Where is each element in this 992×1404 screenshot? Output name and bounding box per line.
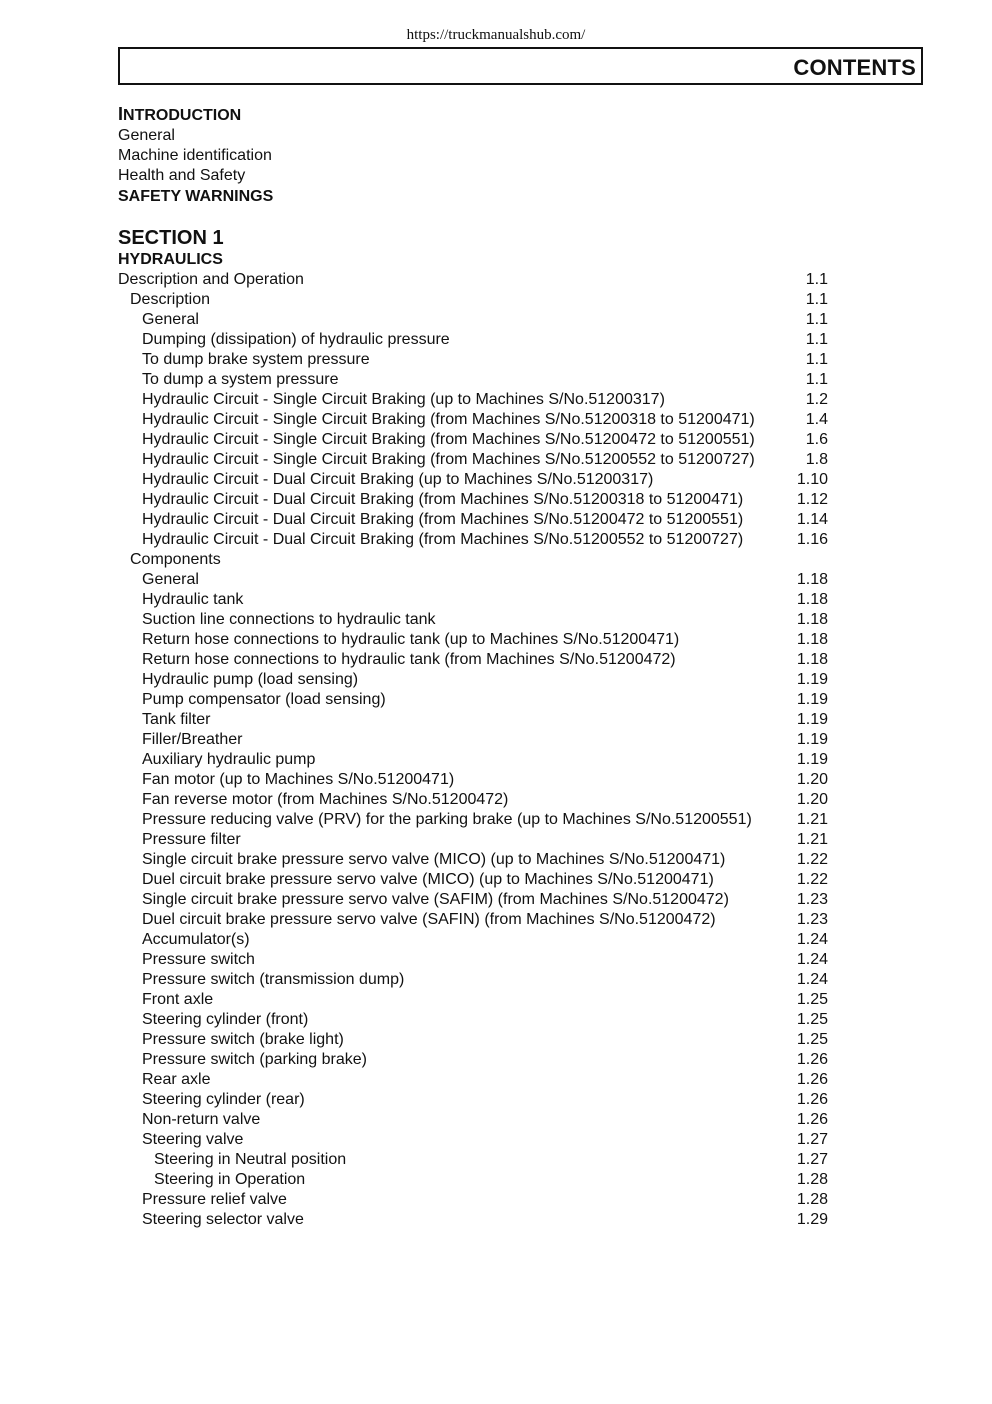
section-subtitle: HYDRAULICS — [118, 251, 223, 268]
toc-entry[interactable] — [118, 390, 828, 410]
toc-entry[interactable] — [118, 830, 828, 850]
toc-entry[interactable] — [118, 1010, 828, 1030]
toc-entry-page: 1.18 — [796, 591, 828, 608]
toc-entry-title: Pressure switch (brake light) — [142, 1031, 344, 1048]
toc-entry[interactable] — [118, 550, 828, 570]
toc-entry-title: Pump compensator (load sensing) — [142, 691, 386, 708]
toc-entry-page: 1.20 — [796, 791, 828, 808]
toc-entry-title: Rear axle — [142, 1071, 211, 1088]
toc-entry-title: Pressure filter — [142, 831, 241, 848]
toc-entry-page: 1.1 — [805, 311, 828, 328]
toc-entry-page: 1.19 — [796, 751, 828, 768]
toc-entry-page: 1.26 — [796, 1091, 828, 1108]
toc-entry[interactable] — [118, 1210, 828, 1230]
toc-entry[interactable] — [118, 770, 828, 790]
toc-entry[interactable] — [118, 270, 828, 290]
toc-entry-title: Auxiliary hydraulic pump — [142, 751, 316, 768]
toc-item-label: Machine identification — [118, 147, 272, 164]
toc-entry[interactable] — [118, 290, 828, 310]
toc-entry-page: 1.22 — [796, 851, 828, 868]
toc-entry-title: Fan motor (up to Machines S/No.51200471) — [142, 771, 455, 788]
toc-entry-page: 1.21 — [796, 811, 828, 828]
toc-entry[interactable] — [118, 730, 828, 750]
toc-entry-title: Hydraulic tank — [142, 591, 244, 608]
toc-entry-title: Components — [130, 551, 221, 568]
toc-entry-page: 1.24 — [796, 951, 828, 968]
toc-entry-page: 1.29 — [796, 1211, 828, 1228]
toc-entry-title: Return hose connections to hydraulic tank (up to Machines S/No.51200471) — [142, 631, 680, 648]
toc-entry[interactable] — [118, 1030, 828, 1050]
toc-entry-title: Pressure switch (transmission dump) — [142, 971, 405, 988]
toc-entry[interactable] — [118, 1190, 828, 1210]
toc-entry-title: Steering cylinder (front) — [142, 1011, 309, 1028]
toc-entry-page: 1.18 — [796, 651, 828, 668]
contents-title: CONTENTS — [793, 55, 916, 80]
toc-entry[interactable] — [118, 910, 828, 930]
toc-entry-title: Pressure relief valve — [142, 1191, 287, 1208]
toc-item-label: General — [118, 127, 175, 144]
toc-entry-title: Hydraulic Circuit - Dual Circuit Braking (from Machines S/No.51200552 to 51200727) — [142, 531, 744, 548]
toc-entry-title: Pressure switch — [142, 951, 255, 968]
toc-entry[interactable] — [118, 590, 828, 610]
toc-entry-page: 1.16 — [796, 531, 828, 548]
toc-entry-page: 1.24 — [796, 931, 828, 948]
toc-entry-title: Front axle — [142, 991, 214, 1008]
toc-entry[interactable] — [118, 870, 828, 890]
toc-entry-title: To dump a system pressure — [142, 371, 339, 388]
toc-entry-page: 1.22 — [796, 871, 828, 888]
toc-entry-page: 1.21 — [796, 831, 828, 848]
toc-entry-page: 1.23 — [796, 891, 828, 908]
toc-entry-page: 1.4 — [805, 411, 828, 428]
toc-entry-title: Tank filter — [142, 711, 211, 728]
introduction-heading-rest: NTRODUCTION — [123, 107, 242, 124]
toc-entry[interactable] — [118, 470, 828, 490]
toc-entry-title: Description — [130, 291, 211, 308]
toc-entry[interactable] — [118, 650, 828, 670]
toc-entry[interactable] — [118, 1050, 828, 1070]
toc-entry-page: 1.19 — [796, 711, 828, 728]
toc-entry[interactable] — [118, 330, 828, 350]
toc-entry-page: 1.19 — [796, 731, 828, 748]
toc-entry-page: 1.25 — [796, 991, 828, 1008]
toc-entry-title: To dump brake system pressure — [142, 351, 370, 368]
toc-entry[interactable] — [118, 570, 828, 590]
toc-entry[interactable] — [118, 510, 828, 530]
toc-entry-title: Filler/Breather — [142, 731, 243, 748]
toc-entries — [118, 270, 828, 1230]
toc-entry[interactable] — [118, 490, 828, 510]
toc-entry-page: 1.19 — [796, 671, 828, 688]
toc-entry[interactable] — [118, 710, 828, 730]
toc-entry[interactable] — [118, 690, 828, 710]
toc-entry-page: 1.25 — [796, 1031, 828, 1048]
toc-entry-page: 1.1 — [805, 331, 828, 348]
toc-entry[interactable] — [118, 310, 828, 330]
toc-entry-page: 1.12 — [796, 491, 828, 508]
toc-item-label: Health and Safety — [118, 167, 246, 184]
introduction-heading — [118, 104, 828, 124]
section-title: SECTION 1 — [118, 227, 224, 249]
toc-entry[interactable] — [118, 810, 828, 830]
toc-entry-title: Duel circuit brake pressure servo valve (MICO) (up to Machines S/No.51200471) — [142, 871, 714, 888]
toc-entry[interactable] — [118, 750, 828, 770]
toc-entry-title: General — [142, 311, 199, 328]
toc-entry-title: Non-return valve — [142, 1111, 261, 1128]
toc-entry-title: Steering cylinder (rear) — [142, 1091, 305, 1108]
toc-entry[interactable] — [118, 1130, 828, 1150]
toc-entry-title: Hydraulic Circuit - Dual Circuit Braking (up to Machines S/No.51200317) — [142, 471, 654, 488]
toc-entry-title: Hydraulic Circuit - Dual Circuit Braking (from Machines S/No.51200318 to 51200471) — [142, 491, 744, 508]
toc-entry[interactable] — [118, 930, 828, 950]
toc-entry[interactable] — [118, 610, 828, 630]
toc-entry-page: 1.23 — [796, 911, 828, 928]
toc-entry-title: Single circuit brake pressure servo valve (MICO) (up to Machines S/No.51200471) — [142, 851, 726, 868]
toc-entry-title: Description and Operation — [118, 271, 304, 288]
toc-entry-title: Fan reverse motor (from Machines S/No.51200472) — [142, 791, 509, 808]
toc-entry-page: 1.27 — [796, 1151, 828, 1168]
toc-entry-page: 1.10 — [796, 471, 828, 488]
toc-entry[interactable] — [118, 410, 828, 430]
toc-entry[interactable] — [118, 530, 828, 550]
toc-entry[interactable] — [118, 1170, 828, 1190]
site-url: https://truckmanualshub.com/ — [406, 27, 586, 43]
toc-entry-title: Hydraulic Circuit - Single Circuit Braking (up to Machines S/No.51200317) — [142, 391, 665, 408]
safety-warnings-heading[interactable]: SAFETY WARNINGS — [118, 188, 274, 205]
toc-entry-title: Suction line connections to hydraulic tank — [142, 611, 436, 628]
toc-entry-page: 1.2 — [805, 391, 828, 408]
toc-entry-title: Pressure switch (parking brake) — [142, 1051, 367, 1068]
toc-entry-page: 1.18 — [796, 631, 828, 648]
toc-entry-title: General — [142, 571, 199, 588]
toc-entry-page: 1.1 — [805, 291, 828, 308]
toc-entry-page: 1.6 — [805, 431, 828, 448]
toc-entry-page: 1.18 — [796, 611, 828, 628]
toc-entry-title: Steering in Operation — [154, 1171, 306, 1188]
toc-entry-page: 1.1 — [805, 371, 828, 388]
toc-entry-title: Accumulator(s) — [142, 931, 250, 948]
toc-entry-page: 1.8 — [805, 451, 828, 468]
toc-entry-page: 1.24 — [796, 971, 828, 988]
toc-item[interactable] — [118, 126, 828, 146]
toc-entry[interactable] — [118, 1070, 828, 1090]
toc-entry-title: Hydraulic Circuit - Dual Circuit Braking (from Machines S/No.51200472 to 51200551) — [142, 511, 744, 528]
toc-entry-title: Steering in Neutral position — [154, 1151, 347, 1168]
toc-entry[interactable] — [118, 850, 828, 870]
toc-entry-page: 1.20 — [796, 771, 828, 788]
toc-entry[interactable] — [118, 630, 828, 650]
toc-entry[interactable] — [118, 1110, 828, 1130]
toc-entry-title: Duel circuit brake pressure servo valve (SAFIN) (from Machines S/No.51200472) — [142, 911, 716, 928]
toc-entry[interactable] — [118, 790, 828, 810]
toc-entry[interactable] — [118, 430, 828, 450]
toc-entry-page: 1.26 — [796, 1051, 828, 1068]
toc-entry[interactable] — [118, 970, 828, 990]
toc-entry-title: Hydraulic Circuit - Single Circuit Braking (from Machines S/No.51200472 to 51200551) — [142, 431, 755, 448]
toc-entry-page: 1.19 — [796, 691, 828, 708]
contents-header-box — [118, 47, 923, 85]
toc-entry-page: 1.26 — [796, 1111, 828, 1128]
toc-entry-title: Return hose connections to hydraulic tank (from Machines S/No.51200472) — [142, 651, 676, 668]
toc-entry-page: 1.1 — [805, 351, 828, 368]
toc-entry-title: Hydraulic Circuit - Single Circuit Braking (from Machines S/No.51200552 to 51200727) — [142, 451, 755, 468]
toc-entry-page: 1.28 — [796, 1171, 828, 1188]
toc-entry[interactable] — [118, 990, 828, 1010]
toc-entry[interactable] — [118, 890, 828, 910]
toc-entry[interactable] — [118, 1150, 828, 1170]
toc-entry-page: 1.25 — [796, 1011, 828, 1028]
toc-entry-page: 1.14 — [796, 511, 828, 528]
toc-entry-title: Steering valve — [142, 1131, 244, 1148]
toc-entry-title: Hydraulic Circuit - Single Circuit Braking (from Machines S/No.51200318 to 51200471) — [142, 411, 755, 428]
toc-entry-title: Single circuit brake pressure servo valve (SAFIM) (from Machines S/No.51200472) — [142, 891, 729, 908]
toc-entry-page: 1.18 — [796, 571, 828, 588]
toc-entry[interactable] — [118, 950, 828, 970]
toc-entry-page: 1.27 — [796, 1131, 828, 1148]
toc-entry[interactable] — [118, 370, 828, 390]
toc-entry-page: 1.26 — [796, 1071, 828, 1088]
toc-entry-title: Hydraulic pump (load sensing) — [142, 671, 359, 688]
toc-entry[interactable] — [118, 450, 828, 470]
toc-entry[interactable] — [118, 670, 828, 690]
toc-entry-title: Dumping (dissipation) of hydraulic pressure — [142, 331, 450, 348]
toc-entry-page: 1.1 — [805, 271, 828, 288]
toc-entry[interactable] — [118, 350, 828, 370]
toc-item[interactable] — [118, 166, 828, 186]
introduction-heading-initial: I — [118, 104, 124, 124]
toc-entry[interactable] — [118, 1090, 828, 1110]
toc-entry-title: Pressure reducing valve (PRV) for the parking brake (up to Machines S/No.51200551) — [142, 811, 752, 828]
toc-entry-page: 1.28 — [796, 1191, 828, 1208]
toc-item[interactable] — [118, 146, 828, 166]
toc-entry-title: Steering selector valve — [142, 1211, 304, 1228]
table-of-contents — [118, 104, 828, 1230]
